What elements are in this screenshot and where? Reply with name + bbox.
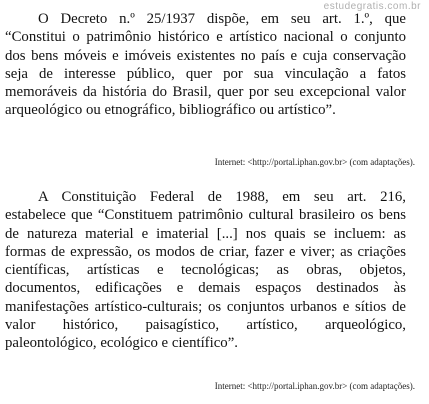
text-block-constituicao: [5, 188, 406, 353]
watermark: estudegratis.com.br: [323, 1, 421, 12]
text-line: memoráveis da história do Brasil, quer por seu excepcional valor: [5, 84, 406, 101]
text-line: estabelece que “Constituem patrimônio cultural brasileiro os bens: [5, 207, 406, 224]
text-line: arqueológico ou etnográfico, bibliográfico ou artístico”.: [5, 102, 336, 119]
text-line: seja de interesse público, quer por sua vinculação a fatos: [5, 65, 406, 82]
text-line: paleontológico, ecológico e científico”.: [5, 335, 238, 352]
source-citation: Internet: <http://portal.iphan.gov.br> (com adaptações).: [214, 157, 415, 167]
text-line: A Constituição Federal de 1988, em seu art. 216,: [38, 189, 406, 205]
text-line: formas de expressão, os modos de criar, fazer e viver; as criações: [5, 243, 406, 260]
source-citation: Internet: <http://portal.iphan.gov.br> (com adaptações).: [214, 381, 415, 391]
text-line: científicas, artísticas e tecnológicas; as obras, objetos,: [5, 262, 406, 279]
text-line: documentos, edificações e demais espaços destinados às: [5, 280, 406, 297]
text-line: de natureza material e imaterial [...] nos quais se incluem: as: [5, 225, 406, 242]
text-line: manifestações artístico-culturais; os conjuntos urbanos e sítios de: [5, 298, 406, 315]
text-line: “Constitui o patrimônio histórico e artístico nacional o conjunto: [5, 29, 406, 46]
text-line: O Decreto n.º 25/1937 dispõe, em seu art. 1.º, que: [38, 11, 406, 27]
text-line: valor histórico, paisagístico, artístico, arqueológico,: [5, 317, 406, 334]
text-line: dos bens móveis e imóveis existentes no país e cuja conservação: [5, 47, 406, 64]
text-block-decreto: [5, 10, 406, 120]
